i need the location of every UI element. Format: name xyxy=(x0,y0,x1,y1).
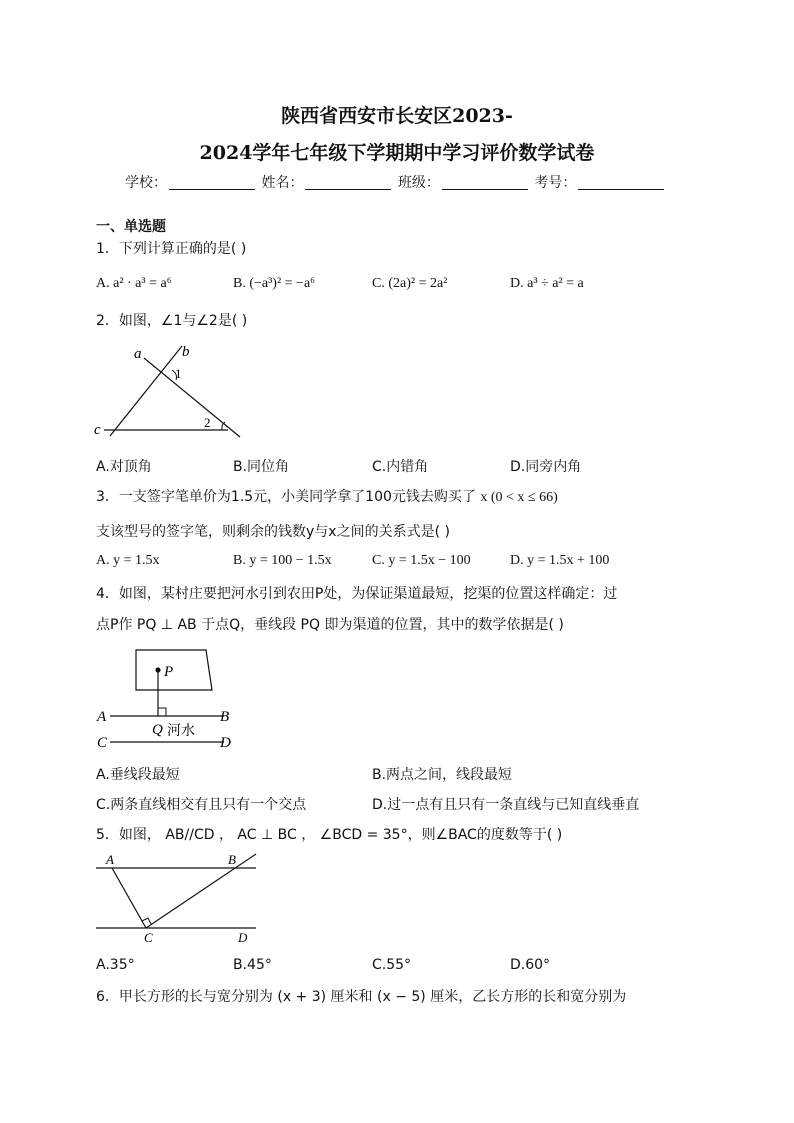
segment-ac xyxy=(112,868,146,928)
q3-stem-text: 3．一支签字笔单价为1.5元，小美同学拿了100元钱去购买了 xyxy=(96,489,476,505)
q3-option-b: B. y = 100 − 1.5x xyxy=(233,553,332,568)
label-a: A xyxy=(106,852,114,867)
q5-option-c: C.55° xyxy=(372,957,412,973)
name-label: 姓名： xyxy=(261,175,304,191)
q3-stem-line2: 支该型号的签字笔，则剩余的钱数y与x之间的关系式是( ) xyxy=(96,524,450,540)
q2-option-d: D.同旁内角 xyxy=(510,459,582,475)
q4-figure xyxy=(94,644,244,752)
q2-option-c: C.内错角 xyxy=(372,459,429,475)
school-blank xyxy=(169,175,255,190)
label-1: 1 xyxy=(175,366,182,381)
q3-stem-math: x (0 < x ≤ 66) xyxy=(480,490,558,505)
label-a: A xyxy=(97,709,107,725)
q5-stem: 5．如图， AB//CD ， AC ⊥ BC ， ∠BCD = 35°，则∠BAC的度数等于( ) xyxy=(96,827,563,843)
q4-stem-line2: 点P作 PQ ⊥ AB 于点Q，垂线段 PQ 即为渠道的位置，其中的数学依据是( ) xyxy=(96,617,564,633)
q1-option-c: C. (2a)² = 2a² xyxy=(372,276,448,291)
q1-stem: 1．下列计算正确的是( ) xyxy=(96,241,247,257)
q3-option-c: C. y = 1.5x − 100 xyxy=(372,553,471,568)
label-b: b xyxy=(182,344,190,360)
label-c: C xyxy=(144,930,153,945)
label-q: Q xyxy=(152,722,163,738)
class-label: 班级： xyxy=(397,175,440,191)
q4-option-b: B.两点之间，线段最短 xyxy=(372,767,513,783)
q1-option-a: A. a² · a³ = a⁶ xyxy=(96,276,172,291)
segment-bc xyxy=(146,854,256,928)
label-a: a xyxy=(134,346,142,362)
exam-no-blank xyxy=(578,175,664,190)
q4-option-c: C.两条直线相交有且只有一个交点 xyxy=(96,797,307,813)
q4-option-d: D.过一点有且只有一条直线与已知直线垂直 xyxy=(372,797,640,813)
q2-option-a: A.对顶角 xyxy=(96,459,152,475)
exam-title-line1: 陕西省西安市长安区2023- xyxy=(281,105,513,127)
q3-option-d: D. y = 1.5x + 100 xyxy=(510,553,610,568)
label-c: C xyxy=(97,735,108,751)
label-c: c xyxy=(94,422,101,438)
school-label: 学校： xyxy=(125,175,167,191)
field-shape xyxy=(136,650,212,690)
q5-option-d: D.60° xyxy=(510,957,551,973)
q3-stem-line1 xyxy=(96,487,558,508)
q2-figure xyxy=(90,338,250,444)
right-angle-mark xyxy=(158,708,166,716)
q1-option-d: D. a³ ÷ a² = a xyxy=(510,276,584,291)
line-a xyxy=(144,358,240,437)
q5-option-a: A.35° xyxy=(96,957,135,973)
q3-option-a: A. y = 1.5x xyxy=(96,553,160,568)
name-blank xyxy=(305,175,391,190)
class-blank xyxy=(442,175,528,190)
label-river: 河水 xyxy=(167,723,195,739)
label-2: 2 xyxy=(204,415,211,430)
label-p: P xyxy=(164,664,174,680)
q5-figure xyxy=(90,852,270,948)
student-info-line xyxy=(125,172,666,192)
label-d: D xyxy=(220,735,231,751)
label-b: B xyxy=(228,852,236,867)
q2-stem: 2．如图，∠1与∠2是( ) xyxy=(96,313,248,329)
exam-no-label: 考号： xyxy=(534,175,577,191)
label-b: B xyxy=(220,709,230,725)
q5-option-b: B.45° xyxy=(233,957,272,973)
q4-option-a: A.垂线段最短 xyxy=(96,767,180,783)
q4-stem-line1: 4．如图，某村庄要把河水引到农田P处，为保证渠道最短，挖渠的位置这样确定：过 xyxy=(96,586,618,602)
exam-title-line2: 2024学年七年级下学期期中学习评价数学试卷 xyxy=(199,142,595,164)
angle2-arc xyxy=(222,422,225,430)
label-d: D xyxy=(238,930,248,945)
section-heading: 一、单选题 xyxy=(96,219,166,235)
q1-option-b: B. (−a³)² = −a⁶ xyxy=(233,276,316,291)
q6-stem: 6．甲长方形的长与宽分别为 (x + 3) 厘米和 (x − 5) 厘米，乙长方形的长和宽分别为 xyxy=(96,989,627,1005)
q2-option-b: B.同位角 xyxy=(233,459,290,475)
